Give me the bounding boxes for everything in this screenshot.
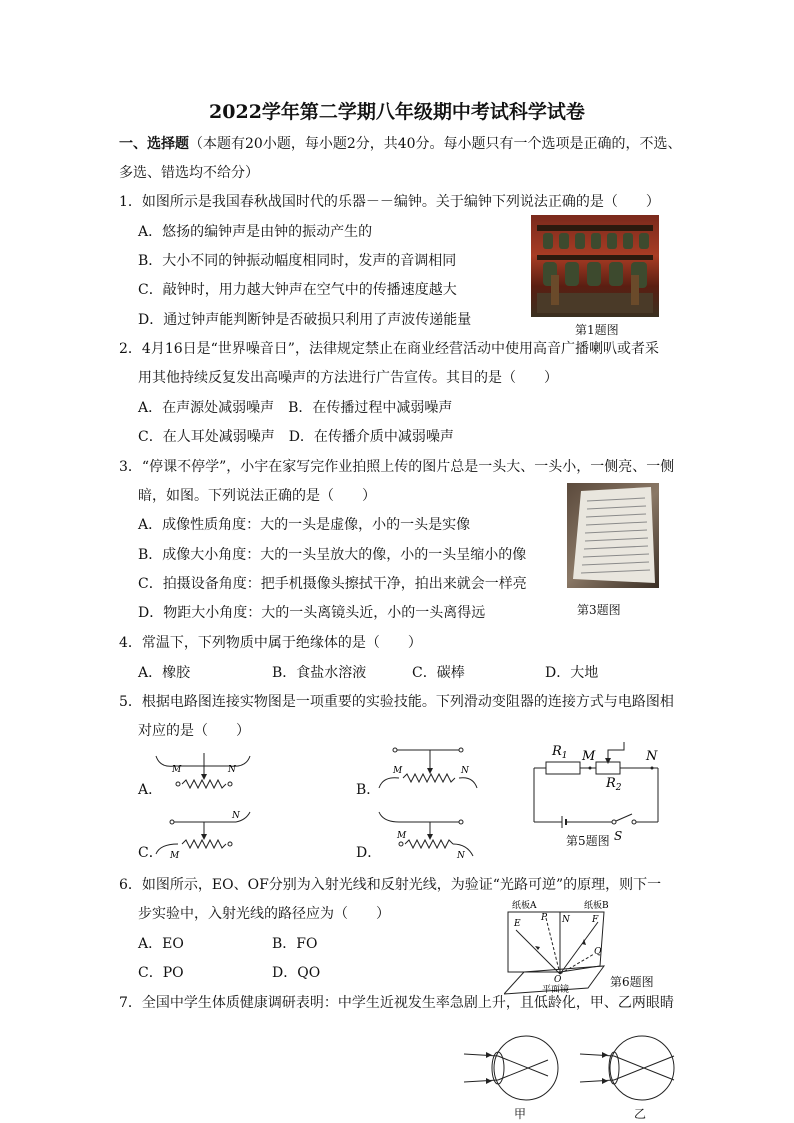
eye-diagram-yi xyxy=(578,1030,688,1106)
q7-stem: 7．全国中学生体质健康调研表明：中学生近视发生率急剧上升，且低龄化，甲、乙两眼睛 xyxy=(119,995,674,1011)
q5-d-n-label: N xyxy=(457,851,465,861)
q5-rheostat-d xyxy=(375,808,485,863)
q5-b-n-label: N xyxy=(461,766,469,776)
q6-option-b: B．FO xyxy=(272,936,318,952)
q5-stem-line-1: 5．根据电路图连接实物图是一项重要的实验技能。下列滑动变阻器的连接方式与电路图相 xyxy=(119,694,674,710)
board-b-label: 纸板B xyxy=(584,901,609,911)
ray-p-label: P xyxy=(541,913,548,923)
q3-stem-line-1: 3．“停课不停学”，小宇在家写完作业拍照上传的图片总是一头大、一头小，一侧亮、一侧 xyxy=(119,459,675,475)
q2-stem-line-2: 用其他持续反复发出高噪声的方法进行广告宣传。其目的是（ ） xyxy=(138,370,558,386)
q6-stem-line-1: 6．如图所示，EO、OF分别为入射光线和反射光线，为验证“光路可逆”的原理，则下一 xyxy=(119,877,662,893)
section-heading: 一、选择题 xyxy=(119,136,189,152)
eye-diagram-jia xyxy=(462,1030,572,1106)
q5-b-m-label: M xyxy=(393,766,403,776)
q5-option-b-label: B． xyxy=(356,782,381,798)
bianzhong-photo xyxy=(531,215,659,317)
m-label: M xyxy=(582,749,596,764)
q5-a-m-label: M xyxy=(172,765,182,775)
q3-option-b: B．成像大小角度：大的一头呈放大的像，小的一头呈缩小的像 xyxy=(138,547,527,563)
point-o-label: O xyxy=(554,975,562,985)
q1-option-b: B．大小不同的钟振动幅度相同时，发声的音调相同 xyxy=(138,253,457,269)
q5-d-m-label: M xyxy=(397,831,407,841)
homework-photo xyxy=(567,483,659,588)
mirror-label: 平面镜 xyxy=(542,985,570,995)
q4-option-a: A．橡胶 xyxy=(138,665,191,681)
q6-option-a: A．EO xyxy=(138,936,184,952)
q6-option-c: C．PO xyxy=(138,965,184,981)
q2-options-cd: C．在人耳处减弱噪声 D．在传播介质中减弱噪声 xyxy=(138,429,454,445)
q5-rheostat-a xyxy=(152,748,257,798)
section-instructions-text: （本题有20小题，每小题2分，共40分。每小题只有一个选项是正确的，不选、 xyxy=(189,136,682,152)
section-instructions-line-2: 多选、错选均不给分） xyxy=(119,165,259,181)
board-a-label: 纸板A xyxy=(512,901,537,911)
r2-label: $R_2$ xyxy=(606,776,622,793)
normal-n-label: N xyxy=(562,915,570,925)
ray-q-label: Q xyxy=(594,947,602,957)
q6-reflection-diagram xyxy=(504,896,614,1000)
q3-option-c: C．拍摄设备角度：把手机摄像头擦拭干净，拍出来就会一样亮 xyxy=(138,576,527,592)
page-title: 2022学年第二学期八年级期中考试科学试卷 xyxy=(209,101,585,123)
q6-option-d: D．QO xyxy=(272,965,321,981)
s-label: S xyxy=(614,829,623,843)
q3-option-a: A．成像性质角度：大的一头是虚像，小的一头是实像 xyxy=(138,517,471,533)
q5-option-d-label: D． xyxy=(356,845,382,861)
homework-paper-illustration xyxy=(567,483,659,588)
eye-label-jia: 甲 xyxy=(514,1107,527,1121)
q1-option-c: C．敲钟时，用力越大钟声在空气中的传播速度越大 xyxy=(138,282,457,298)
q5-c-m-label: M xyxy=(170,851,180,861)
q6-stem-line-2: 步实验中，入射光线的路径应为（ ） xyxy=(138,906,390,922)
r1-label: $R_1$ xyxy=(552,744,568,761)
q4-option-b: B．食盐水溶液 xyxy=(272,665,367,681)
q1-option-a: A．悠扬的编钟声是由钟的振动产生的 xyxy=(138,224,373,240)
bianzhong-illustration xyxy=(531,215,659,317)
q5-rheostat-b xyxy=(375,742,485,797)
q1-option-d: D．通过钟声能判断钟是否破损只利用了声波传递能量 xyxy=(138,312,472,328)
q4-option-c: C．碳棒 xyxy=(412,665,465,681)
q6-caption: 第6题图 xyxy=(610,975,654,989)
q1-caption: 第1题图 xyxy=(575,323,619,337)
q4-stem: 4．常温下，下列物质中属于绝缘体的是（ ） xyxy=(119,635,422,651)
q3-stem-line-2: 暗，如图。下列说法正确的是（ ） xyxy=(138,488,376,504)
switch xyxy=(612,820,616,824)
q1-stem: 1．如图所示是我国春秋战国时代的乐器－－编钟。关于编钟下列说法正确的是（ ） xyxy=(119,194,660,210)
eye-label-yi: 乙 xyxy=(634,1107,647,1121)
q5-caption: 第5题图 xyxy=(566,834,610,848)
q3-option-d: D．物距大小角度：大的一头离镜头近，小的一头离得远 xyxy=(138,605,486,621)
ray-e-label: E xyxy=(514,919,521,929)
resistor-r1 xyxy=(546,762,580,774)
q2-options-ab: A．在声源处减弱噪声 B．在传播过程中减弱噪声 xyxy=(138,400,453,416)
q5-option-c-label: C． xyxy=(138,845,163,861)
q5-option-a-label: A． xyxy=(138,782,163,798)
q4-option-d: D．大地 xyxy=(545,665,599,681)
q5-stem-line-2: 对应的是（ ） xyxy=(138,723,250,739)
section-instructions-line-1 xyxy=(119,134,682,154)
q5-rheostat-c xyxy=(152,806,257,861)
q5-a-n-label: N xyxy=(228,765,236,775)
q3-caption: 第3题图 xyxy=(577,603,621,617)
q2-stem-line-1: 2．4月16日是“世界噪音日”，法律规定禁止在商业经营活动中使用高音广播喇叭或者采 xyxy=(119,341,659,357)
q5-c-n-label: N xyxy=(232,811,240,821)
ray-f-label: F xyxy=(592,915,599,925)
n-label: N xyxy=(646,749,658,764)
